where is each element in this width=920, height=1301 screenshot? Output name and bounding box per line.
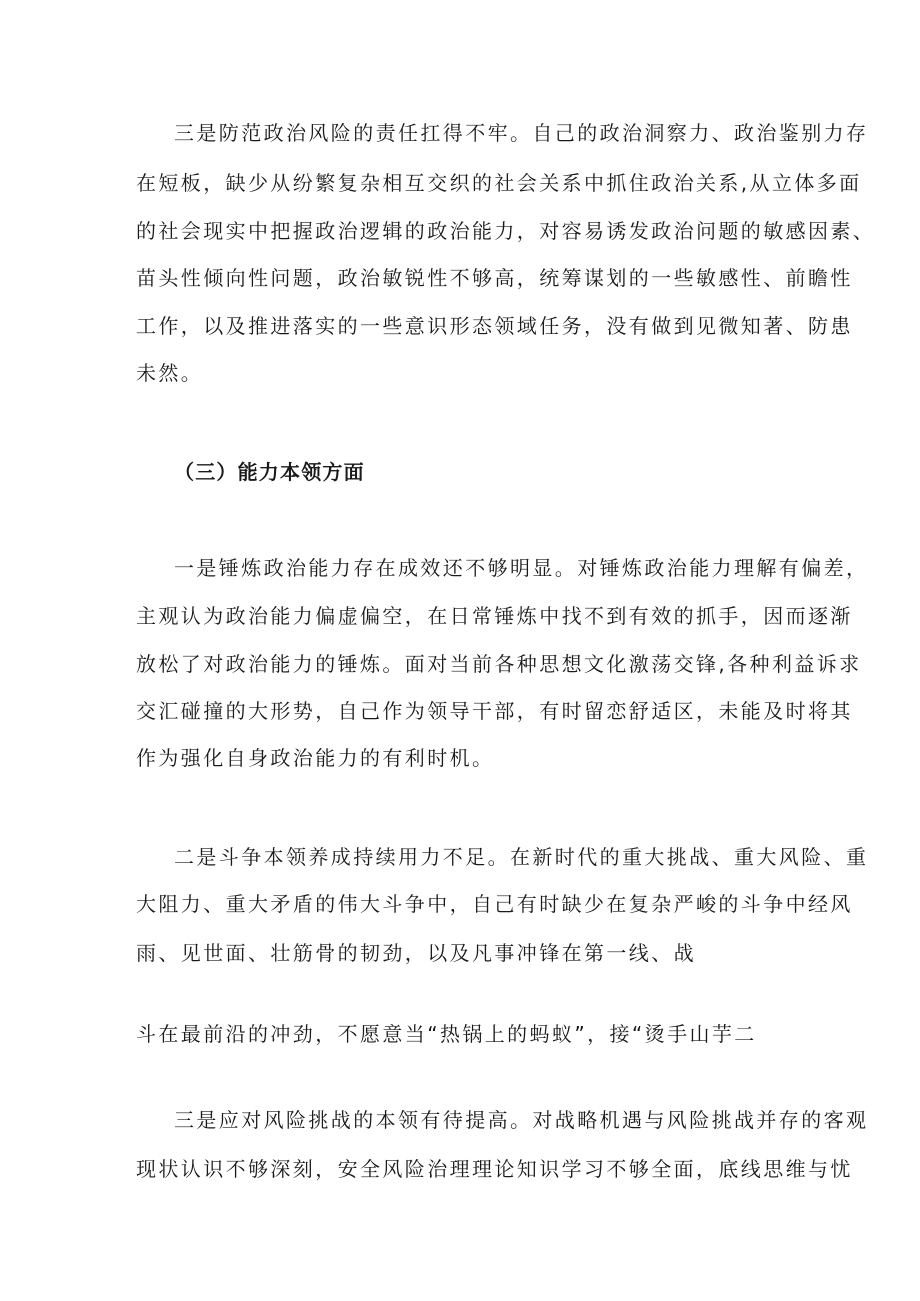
para2-line-1: 一是锤炼政治能力存在成效还不够明显。对锤炼政治能力理解有偏差， [174, 556, 869, 580]
para2-line-2: 主观认为政治能力偏虚偏空，在日常锤炼中找不到有效的抓手，因而逐渐 [136, 604, 853, 628]
para1-line-1: 三是防范政治风险的责任扛得不牢。自己的政治洞察力、政治鉴别力存 [174, 121, 869, 145]
para1-line-3: 的社会现实中把握政治逻辑的政治能力，对容易诱发政治问题的敏感因素、 [136, 219, 876, 243]
para3-line-3: 雨、见世面、壮筋骨的韧劲，以及凡事冲锋在第一线、战 [136, 941, 696, 965]
para5-line-2: 现状认识不够深刻，安全风险治理理论知识学习不够全面，底线思维与忧 [136, 1157, 853, 1181]
para3-line-1: 二是斗争本领养成持续用力不足。在新时代的重大挑战、重大风险、重 [174, 845, 869, 869]
para5-line-1: 三是应对风险挑战的本领有待提高。对战略机遇与风险挑战并存的客观 [174, 1108, 869, 1132]
para2-line-3: 放松了对政治能力的锤炼。面对当前各种思想文化激荡交锋,各种利益诉求 [136, 652, 862, 676]
para1-line-6: 未然。 [136, 361, 204, 385]
para1-line-4: 苗头性倾向性问题，政治敏锐性不够高，统筹谋划的一些敏感性、前瞻性 [136, 266, 853, 290]
para4-line-1: 斗在最前沿的冲劲，不愿意当“热锅上的蚂蚁”，接“烫手山芋二 [136, 1022, 757, 1046]
para3-line-2: 大阻力、重大矛盾的伟大斗争中，自己有时缺少在复杂严峻的斗争中经风 [136, 892, 853, 916]
para2-line-4: 交汇碰撞的大形势，自己作为领导干部，有时留恋舒适区，未能及时将其 [136, 699, 853, 723]
section-heading: （三）能力本领方面 [174, 460, 365, 484]
para1-line-5: 工作，以及推进落实的一些意识形态领域任务，没有做到见微知著、防患 [136, 314, 853, 338]
para1-line-2: 在短板，缺少从纷繁复杂相互交织的社会关系中抓住政治关系,从立体多面 [136, 171, 862, 195]
para2-line-5: 作为强化自身政治能力的有利时机。 [136, 746, 495, 770]
